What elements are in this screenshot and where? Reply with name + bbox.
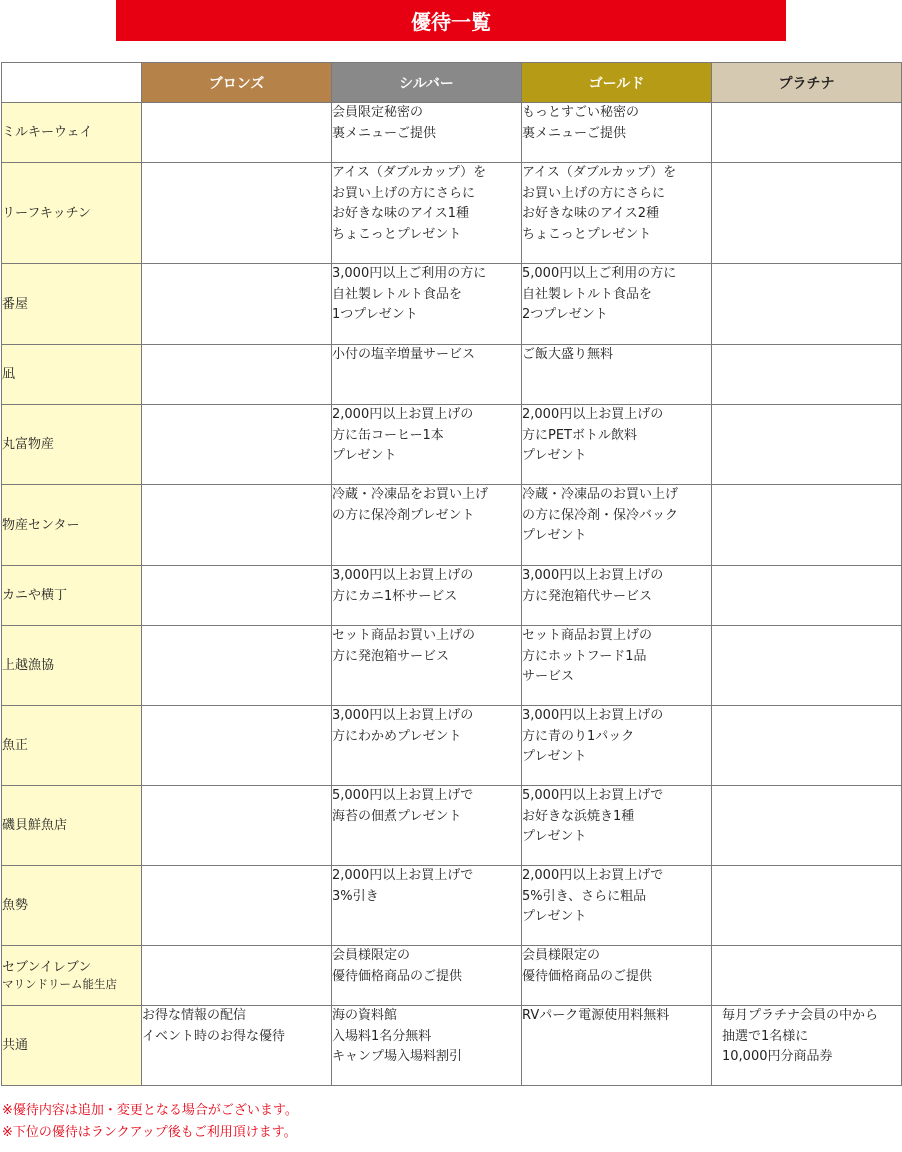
benefit-cell-platinum xyxy=(712,345,902,405)
benefit-cell-bronze xyxy=(142,345,332,405)
benefit-cell-bronze xyxy=(142,485,332,566)
benefit-cell-gold: 2,000円以上お買上げの 方にPETボトル飲料 プレゼント xyxy=(522,405,712,485)
benefit-cell-gold: 2,000円以上お買上げで 5%引き、さらに粗品 プレゼント xyxy=(522,866,712,946)
store-name-cell xyxy=(2,405,142,485)
benefit-cell-platinum xyxy=(712,706,902,786)
store-name-cell xyxy=(2,1006,142,1086)
benefit-cell-bronze: お得な情報の配信 イベント時のお得な優待 xyxy=(142,1006,332,1086)
benefit-cell-silver: アイス（ダブルカップ）を お買い上げの方にさらに お好きな味のアイス1種 ちょこっとプレゼント xyxy=(332,163,522,264)
store-name-cell xyxy=(2,485,142,566)
table-row xyxy=(2,345,902,405)
benefit-cell-silver: 小付の塩辛増量サービス xyxy=(332,345,522,405)
store-name-cell xyxy=(2,345,142,405)
store-name: ミルキーウェイ xyxy=(2,125,93,140)
benefit-cell-gold: 5,000円以上お買上げで お好きな浜焼き1種 プレゼント xyxy=(522,786,712,866)
store-name: リーフキッチン xyxy=(2,205,91,221)
table-row xyxy=(2,566,902,626)
benefit-cell-silver: 3,000円以上お買上げの 方にカニ1杯サービス xyxy=(332,566,522,626)
store-name: 凪 xyxy=(2,367,16,382)
benefit-cell-gold: アイス（ダブルカップ）を お買い上げの方にさらに お好きな味のアイス2種 ちょこっとプレゼント xyxy=(522,163,712,264)
benefit-cell-bronze xyxy=(142,866,332,946)
benefit-cell-gold: ご飯大盛り無料 xyxy=(522,345,712,405)
table-row xyxy=(2,264,902,345)
benefit-cell-gold: 3,000円以上お買上げの 方に青のり1パック プレゼント xyxy=(522,706,712,786)
benefit-cell-bronze xyxy=(142,706,332,786)
store-name: 磯貝鮮魚店 xyxy=(2,818,68,833)
benefit-cell-silver: 会員限定秘密の 裏メニューご提供 xyxy=(332,103,522,163)
benefit-cell-gold: もっとすごい秘密の 裏メニューご提供 xyxy=(522,103,712,163)
benefits-table-body xyxy=(2,103,902,1086)
benefit-cell-silver: 会員様限定の 優待価格商品のご提供 xyxy=(332,946,522,1006)
table-row xyxy=(2,103,902,163)
tier-header-platinum: プラチナ xyxy=(712,63,902,103)
store-branch-name: マリンドリーム能生店 xyxy=(2,976,117,991)
store-name-cell xyxy=(2,786,142,866)
store-name-cell xyxy=(2,946,142,1006)
store-name: 魚正 xyxy=(2,738,29,753)
store-name-cell xyxy=(2,866,142,946)
benefit-cell-bronze xyxy=(142,946,332,1006)
table-row xyxy=(2,946,902,1006)
benefit-cell-gold: 冷蔵・冷凍品のお買い上げ の方に保冷剤・保冷バック プレゼント xyxy=(522,485,712,566)
benefit-cell-bronze xyxy=(142,163,332,264)
benefit-cell-bronze xyxy=(142,405,332,485)
store-name-cell xyxy=(2,706,142,786)
benefit-cell-platinum xyxy=(712,626,902,706)
benefit-cell-silver: 冷蔵・冷凍品をお買い上げ の方に保冷剤プレゼント xyxy=(332,485,522,566)
benefit-cell-bronze xyxy=(142,566,332,626)
store-name: 番屋 xyxy=(2,296,29,312)
benefit-cell-silver: 3,000円以上ご利用の方に 自社製レトルト食品を 1つプレゼント xyxy=(332,264,522,345)
note-additions: ※優待内容は追加・変更となる場合がございます。 xyxy=(2,1103,298,1118)
table-row xyxy=(2,163,902,264)
store-name: カニや横丁 xyxy=(2,588,68,603)
benefit-cell-silver: 海の資料館 入場料1名分無料 キャンプ場入場料割引 xyxy=(332,1006,522,1086)
table-row xyxy=(2,866,902,946)
store-name: 魚勢 xyxy=(2,898,29,913)
benefit-cell-gold: 5,000円以上ご利用の方に 自社製レトルト食品を 2つプレゼント xyxy=(522,264,712,345)
benefit-cell-silver: 2,000円以上お買上げの 方に缶コーヒー1本 プレゼント xyxy=(332,405,522,485)
benefit-cell-platinum xyxy=(712,946,902,1006)
benefit-cell-silver: 5,000円以上お買上げで 海苔の佃煮プレゼント xyxy=(332,786,522,866)
benefit-cell-gold: 会員様限定の 優待価格商品のご提供 xyxy=(522,946,712,1006)
notes xyxy=(2,1100,298,1144)
tier-header-silver: シルバー xyxy=(332,63,522,103)
benefit-cell-platinum xyxy=(712,103,902,163)
store-name: 丸富物産 xyxy=(2,437,55,452)
table-row xyxy=(2,1006,902,1086)
benefit-cell-gold: セット商品お買上げの 方にホットフード1品 サービス xyxy=(522,626,712,706)
benefit-cell-silver: 3,000円以上お買上げの 方にわかめプレゼント xyxy=(332,706,522,786)
benefit-cell-silver: セット商品お買い上げの 方に発泡箱サービス xyxy=(332,626,522,706)
benefit-cell-gold: 3,000円以上お買上げの 方に発泡箱代サービス xyxy=(522,566,712,626)
store-name-cell xyxy=(2,103,142,163)
benefit-cell-platinum: 毎月プラチナ会員の中から 抽選で1名様に 10,000円分商品券 xyxy=(712,1006,902,1086)
tier-header-row xyxy=(2,63,902,103)
benefit-cell-bronze xyxy=(142,626,332,706)
benefit-cell-platinum xyxy=(712,786,902,866)
tier-header-gold: ゴールド xyxy=(522,63,712,103)
benefit-cell-platinum xyxy=(712,264,902,345)
benefits-table xyxy=(1,62,902,1086)
table-row xyxy=(2,786,902,866)
note-lower-tier: ※下位の優待はランクアップ後もご利用頂けます。 xyxy=(2,1125,297,1140)
store-name-cell xyxy=(2,264,142,345)
benefit-cell-bronze xyxy=(142,103,332,163)
store-name-cell xyxy=(2,626,142,706)
store-name-cell xyxy=(2,163,142,264)
store-name: セブンイレブン xyxy=(2,959,92,975)
table-row xyxy=(2,706,902,786)
benefit-cell-platinum xyxy=(712,566,902,626)
table-row xyxy=(2,405,902,485)
benefit-cell-silver: 2,000円以上お買上げで 3%引き xyxy=(332,866,522,946)
benefit-cell-bronze xyxy=(142,264,332,345)
benefit-cell-platinum xyxy=(712,485,902,566)
store-name: 物産センター xyxy=(2,517,80,533)
tier-header-bronze: ブロンズ xyxy=(142,63,332,103)
benefit-cell-bronze xyxy=(142,786,332,866)
store-name-cell xyxy=(2,566,142,626)
header-corner-cell xyxy=(2,63,142,103)
benefit-cell-platinum xyxy=(712,866,902,946)
benefit-cell-gold: RVパーク電源使用料無料 xyxy=(522,1006,712,1086)
benefit-cell-platinum xyxy=(712,163,902,264)
store-name: 上越漁協 xyxy=(2,658,55,673)
store-name: 共通 xyxy=(2,1038,29,1053)
table-row xyxy=(2,626,902,706)
table-row xyxy=(2,485,902,566)
page-title: 優待一覧 xyxy=(116,0,786,41)
benefit-cell-platinum xyxy=(712,405,902,485)
